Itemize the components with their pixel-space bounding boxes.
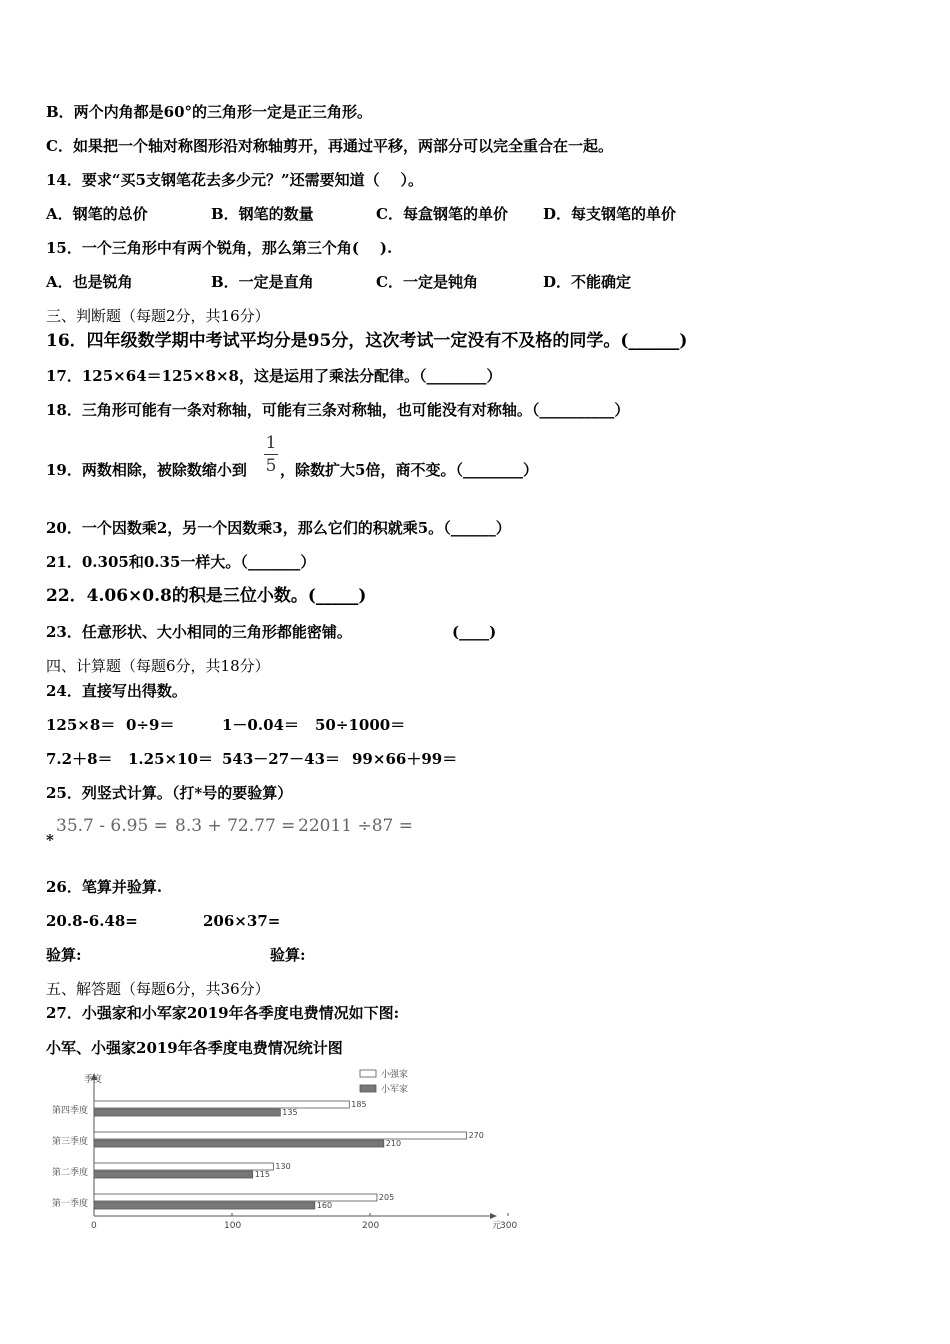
q22: 22．4.06×0.8的积是三位小数。(_____) bbox=[46, 586, 367, 606]
data-label: 160 bbox=[316, 1201, 333, 1210]
q14-option-c: C．每盒钢笔的单价 bbox=[376, 205, 508, 223]
x-tick-label: 0 bbox=[91, 1221, 97, 1231]
q26-stem: 26．笔算并验算. bbox=[46, 878, 163, 896]
q24-item: 99×66＋99＝ bbox=[352, 750, 458, 768]
electricity-bar-chart bbox=[40, 1064, 520, 1236]
bar-xiaoqiang bbox=[94, 1132, 467, 1139]
q18: 18．三角形可能有一条对称轴，可能有三条对称轴，也可能没有对称轴。（__________） bbox=[46, 401, 630, 419]
category-label: 第三季度 bbox=[52, 1137, 89, 1147]
data-label: 270 bbox=[468, 1131, 484, 1140]
data-label: 115 bbox=[254, 1170, 270, 1179]
data-label: 130 bbox=[275, 1162, 291, 1171]
section-4-heading: 四、计算题（每题6分，共18分） bbox=[46, 657, 270, 675]
q15-option-b: B．一定是直角 bbox=[211, 273, 314, 291]
bar-xiaojun bbox=[94, 1109, 280, 1116]
y-axis-label: 季度 bbox=[84, 1075, 103, 1085]
q27-stem: 27．小强家和小军家2019年各季度电费情况如下图: bbox=[46, 1004, 400, 1022]
bar-xiaoqiang bbox=[94, 1101, 349, 1108]
fraction-numerator: 1 bbox=[265, 433, 277, 453]
q24-item: 125×8＝ bbox=[46, 716, 116, 734]
q15-option-d: D．不能确定 bbox=[543, 273, 632, 291]
q23: 23．任意形状、大小相同的三角形都能密铺。 bbox=[46, 623, 352, 641]
data-label: 185 bbox=[351, 1100, 367, 1109]
q20: 20．一个因数乘2，另一个因数乘3，那么它们的积就乘5。（______） bbox=[46, 519, 511, 537]
q19-text-pre: 19．两数相除，被除数缩小到 bbox=[46, 461, 247, 479]
data-label: 135 bbox=[282, 1108, 298, 1117]
category-label: 第一季度 bbox=[52, 1199, 89, 1209]
q24-item: 7.2＋8＝ bbox=[46, 750, 113, 768]
q25-star-marker: * bbox=[46, 831, 54, 849]
bar-xiaoqiang bbox=[94, 1163, 273, 1170]
x-tick-label: 100 bbox=[224, 1221, 242, 1231]
q15-option-c: C．一定是钝角 bbox=[376, 273, 478, 291]
bar-xiaojun bbox=[94, 1140, 384, 1147]
q19-fraction bbox=[264, 434, 278, 475]
q26-check-label: 验算: bbox=[46, 946, 82, 964]
q23-blank: (____) bbox=[452, 623, 497, 641]
q25-stem: 25．列竖式计算。（打*号的要验算） bbox=[46, 784, 293, 802]
legend-label: 小军家 bbox=[381, 1085, 409, 1095]
legend-swatch bbox=[360, 1070, 376, 1077]
q14-stem: 14．要求“买5支钢笔花去多少元？”还需要知道（ ）。 bbox=[46, 171, 423, 189]
data-label: 210 bbox=[385, 1139, 402, 1148]
x-axis-arrow bbox=[490, 1213, 497, 1219]
section-3-heading: 三、判断题（每题2分，共16分） bbox=[46, 307, 270, 325]
section-5-heading: 五、解答题（每题6分，共36分） bbox=[46, 980, 270, 998]
chart-caption: 小军、小强家2019年各季度电费情况统计图 bbox=[46, 1039, 343, 1057]
q19-text-post: ，除数扩大5倍，商不变。（________） bbox=[280, 461, 538, 479]
fraction-denominator: 5 bbox=[265, 456, 277, 476]
q24-item: 0÷9＝ bbox=[126, 716, 175, 734]
q13-option-b: B．两个内角都是60°的三角形一定是正三角形。 bbox=[46, 103, 373, 121]
x-tick-label: 300 bbox=[500, 1221, 518, 1231]
bar-xiaoqiang bbox=[94, 1194, 377, 1201]
bar-xiaojun bbox=[94, 1171, 253, 1178]
x-tick-label: 200 bbox=[362, 1221, 380, 1231]
q24-item: 1－0.04＝ bbox=[222, 716, 299, 734]
q14-option-d: D．每支钢笔的单价 bbox=[543, 205, 677, 223]
q14-option-b: B．钢笔的数量 bbox=[211, 205, 314, 223]
x-axis-label: 元 bbox=[492, 1221, 502, 1231]
q21: 21．0.305和0.35一样大。（_______） bbox=[46, 553, 316, 571]
category-label: 第四季度 bbox=[52, 1106, 89, 1116]
q15-option-a: A．也是锐角 bbox=[46, 273, 133, 291]
q26-check-label: 验算: bbox=[270, 946, 306, 964]
q25-expression: 22011 ÷87 = bbox=[298, 816, 414, 836]
q25-expression: 35.7 - 6.95 = bbox=[56, 816, 168, 836]
q17: 17．125×64＝125×8×8，这是运用了乘法分配律。（________） bbox=[46, 367, 502, 385]
data-label: 205 bbox=[378, 1193, 395, 1202]
q26-expression: 206×37= bbox=[203, 912, 281, 930]
category-label: 第二季度 bbox=[52, 1168, 89, 1178]
q14-option-a: A．钢笔的总价 bbox=[46, 205, 148, 223]
bar-xiaojun bbox=[94, 1202, 315, 1209]
q25-expression: 8.3 + 72.77 = bbox=[175, 816, 296, 836]
q13-option-c: C．如果把一个轴对称图形沿对称轴剪开，再通过平移，两部分可以完全重合在一起。 bbox=[46, 137, 613, 155]
q16: 16．四年级数学期中考试平均分是95分，这次考试一定没有不及格的同学。(______) bbox=[46, 331, 688, 351]
legend-label: 小强家 bbox=[381, 1070, 409, 1080]
q15-stem: 15．一个三角形中有两个锐角，那么第三个角( ). bbox=[46, 239, 393, 257]
q26-expression: 20.8-6.48= bbox=[46, 912, 138, 930]
q24-stem: 24．直接写出得数。 bbox=[46, 682, 187, 700]
q24-item: 1.25×10＝ bbox=[128, 750, 213, 768]
legend-swatch bbox=[360, 1085, 376, 1092]
q24-item: 50÷1000＝ bbox=[315, 716, 406, 734]
q24-item: 543－27－43＝ bbox=[222, 750, 341, 768]
